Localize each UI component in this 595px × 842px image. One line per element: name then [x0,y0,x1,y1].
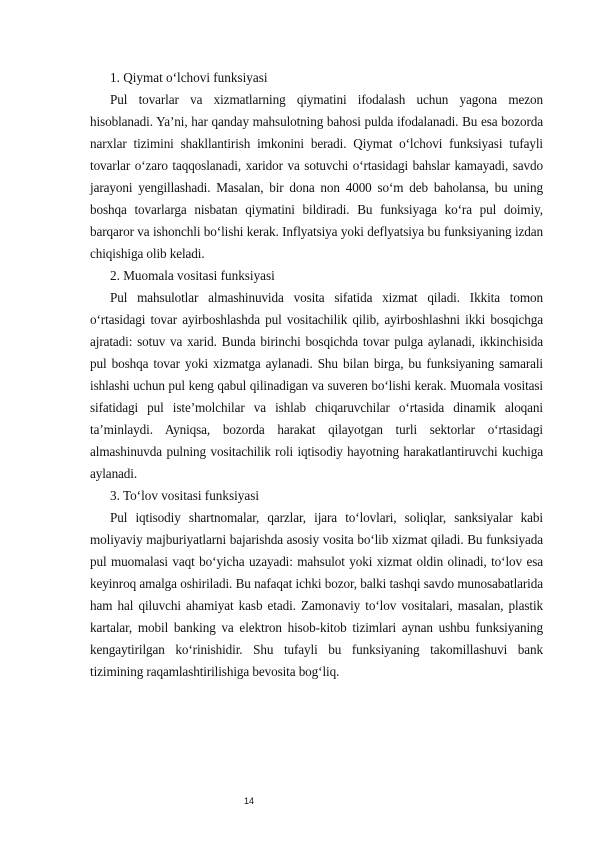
section-paragraph-medium-of-exchange: Pul mahsulotlar almashinuvida vosita sifatida xizmat qiladi. Ikkita tomon o‘rtasidagi tovar ayirboshlashda pul vositachilik qilib, ayirboshlashni ikki bosqichga ajratadi: sotuv va xarid. Bunda birinchi bosqichda tovar pulga aylanadi, ikkinchisida pul boshqa tovar yoki xizmatga aylanadi. Shu bilan birga, bu funksiyaning samarali ishlashi uchun pul keng qabul qilinadigan va suveren bo‘lishi kerak. Muomala vositasi sifatidagi pul iste’molchilar va ishlab chiqaruvchilar o‘rtasida dinamik aloqani ta’minlaydi. Ayniqsa, bozorda harakat qilayotgan turli sektorlar o‘rtasidagi almashinuvda pulning vositachilik roli iqtisodiy hayotning harakatlantiruvchi kuchiga aylanadi. [90,290,543,481]
section-heading-means-of-payment: 3. To‘lov vositasi funksiyasi [110,488,260,503]
page-number: 14 [244,796,255,806]
section-paragraph-value-measure: Pul tovarlar va xizmatlarning qiymatini ifodalash uchun yagona mezon hisoblanadi. Ya’ni, har qanday mahsulotning bahosi pulda ifodalanadi. Bu esa bozorda narxlar tizimini shakllantirish imkonini beradi. Qiymat o‘lchovi funksiyasi tufayli tovarlar o‘zaro taqqoslanadi, xaridor va sotuvchi o‘rtasidagi bahslar kamayadi, savdo jarayoni yengillashadi. Masalan, bir dona non 4000 so‘m deb baholansa, bu uning boshqa tovarlarga nisbatan qiymatini bildiradi. Bu funksiyaga ko‘ra pul doimiy, barqaror va ishonchli bo‘lishi kerak. Inflyatsiya yoki deflyatsiya bu funksiyaning izdan chiqishiga olib keladi. [90,92,543,261]
section-paragraph-means-of-payment: Pul iqtisodiy shartnomalar, qarzlar, ijara to‘lovlari, soliqlar, sanksiyalar kabi moliyaviy majburiyatlarni bajarishda asosiy vosita bo‘lib xizmat qiladi. Bu funksiyada pul muomalasi vaqt bo‘yicha uzayadi: mahsulot yoki xizmat oldin olinadi, to‘lov esa keyinroq amalga oshiriladi. Bu nafaqat ichki bozor, balki tashqi savdo munosabatlarida ham hal qiluvchi ahamiyat kasb etadi. Zamonaviy to‘lov vositalari, masalan, plastik kartalar, mobil banking va elektron hisob-kitob tizimlari aynan ushbu funksiyaning kengaytirilgan ko‘rinishidir. Shu tufayli bu funksiyaning takomillashuvi bank tizimining raqamlashtirilishiga bevosita bog‘liq. [90,510,543,679]
document-page [90,67,543,683]
section-heading-medium-of-exchange: 2. Muomala vositasi funksiyasi [110,268,275,283]
section-heading-value-measure: 1. Qiymat o‘lchovi funksiyasi [110,70,268,85]
